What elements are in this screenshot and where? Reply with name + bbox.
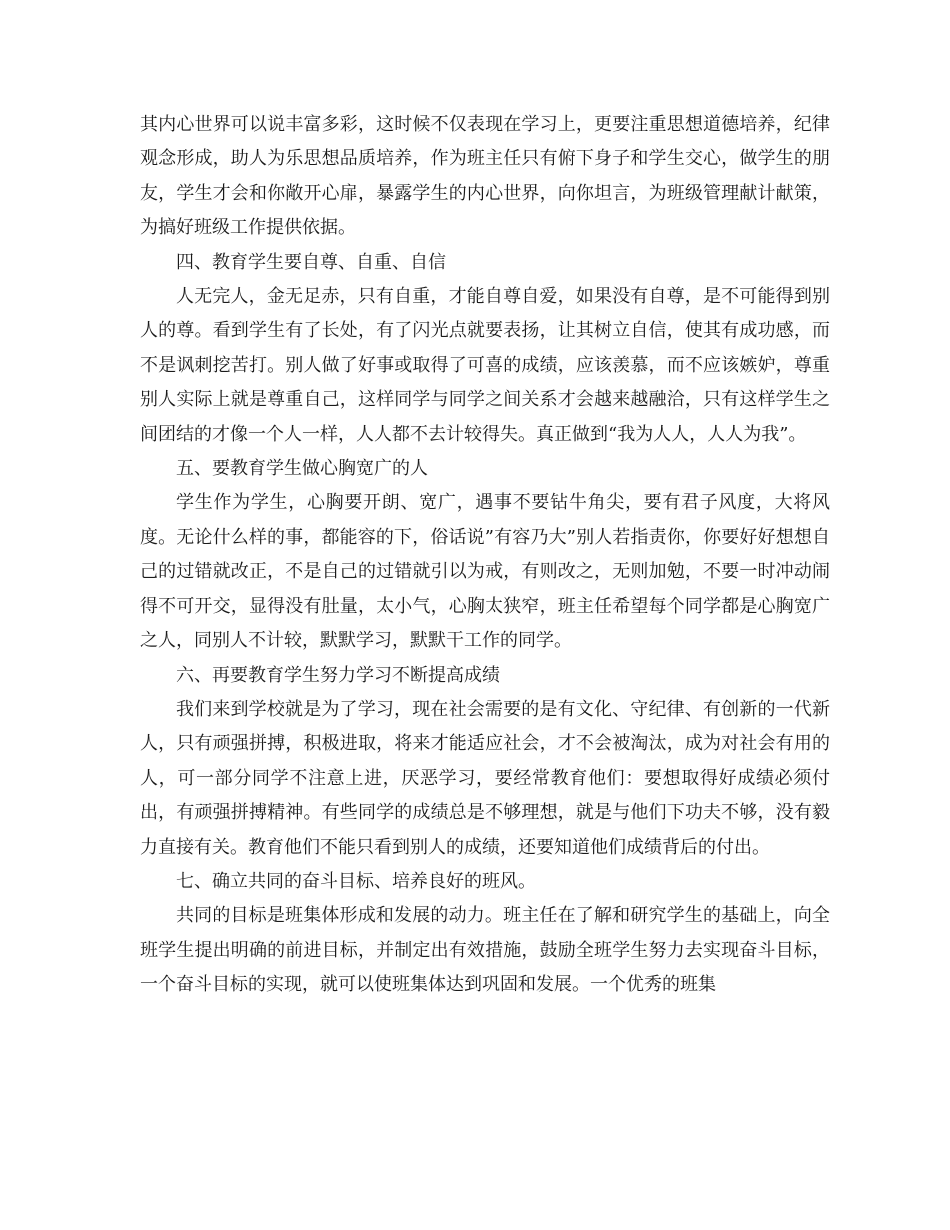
paragraph-5: 共同的目标是班集体形成和发展的动力。班主任在了解和研究学生的基础上，向全班学生提出明确的前进目标，并制定出有效措施，鼓励全班学生努力去实现奋斗目标，一个奋斗目标的实现，就可以使班集体达到巩固和发展。一个优秀的班集	[140, 905, 830, 996]
paragraph-3: 学生作为学生，心胸要开朗、宽广，遇事不要钻牛角尖，要有君子风度，大将风度。无论什么样的事，都能容的下，俗话说”有容乃大”别人若指责你，你要好好想想自己的过错就改正，不是自己的过错就引以为戒，有则改之，无则加勉，不要一时冲动闹得不可开交，显得没有肚量，太小气，心胸太狭窄，班主任希望每个同学都是心胸宽广之人，同别人不计较，默默学习，默默干工作的同学。	[140, 492, 830, 652]
section-heading-5: 五、要教育学生做心胸宽广的人	[176, 458, 428, 480]
paragraph-4: 我们来到学校就是为了学习，现在社会需要的是有文化、守纪律、有创新的一代新人，只有顽强拼搏，积极进取，将来才能适应社会，才不会被淘汰，成为对社会有用的人，可一部分同学不注意上进，厌恶学习，要经常教育他们：要想取得好成绩必须付出，有顽强拼搏精神。有些同学的成绩总是不够理想，就是与他们下功夫不够，没有毅力直接有关。教育他们不能只看到别人的成绩，还要知道他们成绩背后的付出。	[140, 698, 830, 858]
section-heading-4: 四、教育学生要自尊、自重、自信	[176, 251, 446, 273]
paragraph-1: 其内心世界可以说丰富多彩，这时候不仅表现在学习上，更要注重思想道德培养，纪律观念形成，助人为乐思想品质培养，作为班主任只有俯下身子和学生交心，做学生的朋友，学生才会和你敞开心扉，暴露学生的内心世界，向你坦言，为班级管理献计献策，为搞好班级工作提供依据。	[140, 114, 830, 239]
document-page	[140, 108, 830, 1003]
paragraph-2: 人无完人，金无足赤，只有自重，才能自尊自爱，如果没有自尊，是不可能得到别人的尊。看到学生有了长处，有了闪光点就要表扬，让其树立自信，使其有成功感，而不是讽刺挖苦打。别人做了好事或取得了可喜的成绩，应该羡慕，而不应该嫉妒，尊重别人实际上就是尊重自己，这样同学与同学之间关系才会越来越融洽，只有这样学生之间团结的才像一个人一样，人人都不去计较得失。真正做到“我为人人，人人为我”。	[140, 286, 830, 445]
section-heading-6: 六、再要教育学生努力学习不断提高成绩	[176, 664, 500, 686]
section-heading-7: 七、确立共同的奋斗目标、培养良好的班风。	[176, 870, 536, 892]
